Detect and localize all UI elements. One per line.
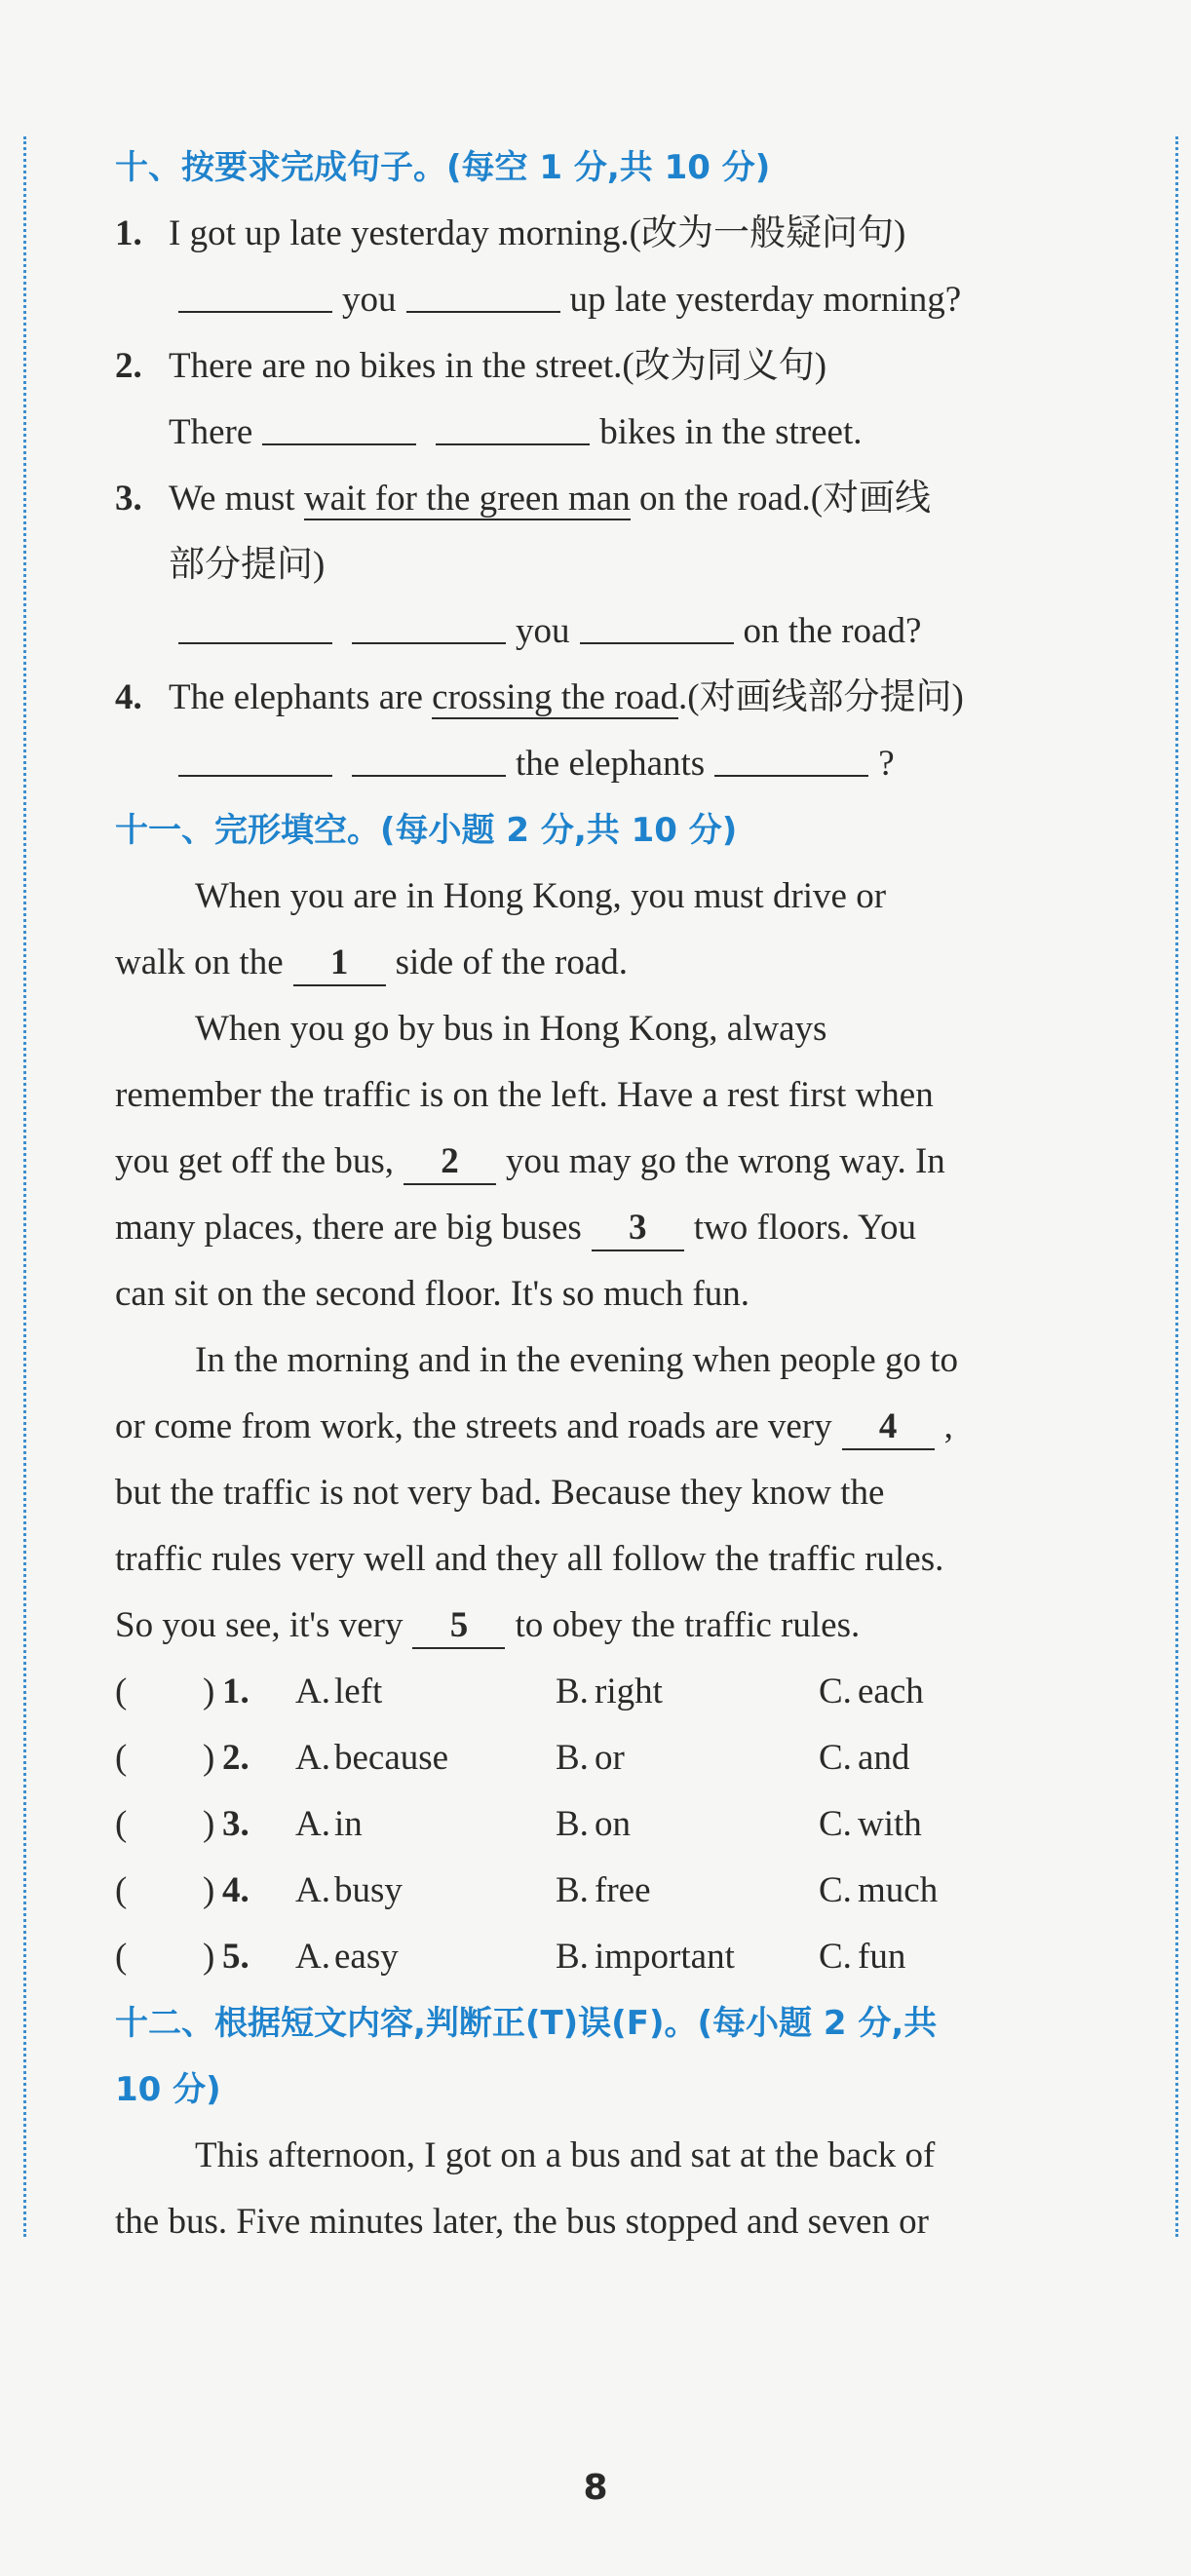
answer-blank[interactable] [178, 268, 332, 313]
q2-answer-start: There [169, 412, 253, 452]
option-text: fun [858, 1937, 906, 1977]
option-b[interactable] [556, 1924, 735, 1990]
option-text: with [858, 1804, 922, 1844]
passage-line [115, 1593, 1090, 1659]
option-letter: C. [819, 1804, 852, 1844]
passage-text: , [943, 1406, 953, 1446]
option-c[interactable] [819, 1725, 909, 1791]
option-letter: C. [819, 1672, 852, 1711]
option-text: right [595, 1672, 663, 1711]
option-text: each [858, 1672, 924, 1711]
option-b[interactable] [556, 1659, 663, 1725]
passage-text: or come from work, the streets and roads are very [115, 1406, 832, 1446]
option-letter: B. [556, 1672, 589, 1711]
section-11-title: 十一、完形填空。(每小题 2 分,共 10 分) [115, 811, 738, 850]
option-number: 2. [222, 1738, 250, 1778]
answer-blank[interactable] [262, 401, 416, 445]
passage-text: to obey the traffic rules. [515, 1605, 861, 1645]
answer-blank[interactable] [352, 732, 506, 777]
q4-text-post: .(对画线部分提问) [677, 677, 964, 717]
option-a[interactable] [295, 1659, 382, 1725]
passage-text: side of the road. [395, 942, 628, 982]
option-letter: B. [556, 1937, 589, 1977]
answer-blank[interactable] [178, 732, 332, 777]
answer-paren-close: ) [203, 1804, 215, 1844]
option-letter: A. [295, 1937, 330, 1977]
option-a[interactable] [295, 1858, 403, 1924]
answer-blank[interactable] [406, 268, 560, 313]
section-12-title-cont: 10 分) [115, 2070, 221, 2109]
answer-paren-open[interactable]: ( [115, 1672, 128, 1711]
option-letter: C. [819, 1870, 852, 1910]
option-number: 4. [222, 1870, 250, 1910]
q3-answer-mid: you [516, 611, 570, 651]
q2-text: There are no bikes in the street.(改为同义句) [169, 346, 827, 386]
q3-prompt [115, 466, 1090, 532]
option-letter: C. [819, 1738, 852, 1778]
cloze-blank-4[interactable]: 4 [842, 1405, 935, 1450]
option-text: busy [334, 1870, 403, 1910]
option-text: left [334, 1672, 383, 1711]
option-c[interactable] [819, 1924, 905, 1990]
option-b[interactable] [556, 1858, 651, 1924]
passage-text: you get off the bus, [115, 1141, 395, 1181]
option-text: much [858, 1870, 939, 1910]
option-b[interactable] [556, 1725, 625, 1791]
q1-number: 1. [115, 213, 142, 253]
passage-line: but the traffic is not very bad. Because they know the [115, 1473, 885, 1513]
passage-text: you may go the wrong way. In [506, 1141, 945, 1181]
q1-answer-line [115, 267, 1090, 333]
option-b[interactable] [556, 1791, 631, 1858]
option-row-2 [115, 1725, 1090, 1791]
option-text: easy [334, 1937, 399, 1977]
passage-line [115, 1129, 1090, 1195]
q1-answer-mid: you [342, 280, 397, 320]
worksheet-content [115, 135, 1090, 2255]
passage-line: When you go by bus in Hong Kong, always [195, 1009, 827, 1049]
passage-text: walk on the [115, 942, 284, 982]
passage-line [115, 1394, 1090, 1460]
section-10-title: 十、按要求完成句子。(每空 1 分,共 10 分) [115, 148, 771, 187]
option-c[interactable] [819, 1858, 938, 1924]
option-letter: A. [295, 1870, 330, 1910]
q3-answer-end: on the road? [743, 611, 922, 651]
option-letter: A. [295, 1804, 330, 1844]
answer-paren-close: ) [203, 1672, 215, 1711]
option-letter: A. [295, 1672, 330, 1711]
left-margin-dots [23, 136, 26, 2237]
passage-line [115, 930, 1090, 996]
passage-line: can sit on the second floor. It's so much fun. [115, 1274, 749, 1314]
option-number: 3. [222, 1804, 250, 1844]
q3-text-pre: We must [169, 479, 295, 519]
option-row-1 [115, 1659, 1090, 1725]
option-a[interactable] [295, 1791, 363, 1858]
q1-prompt [115, 201, 1090, 267]
option-letter: B. [556, 1738, 589, 1778]
passage-line [115, 1195, 1090, 1261]
option-number: 1. [222, 1672, 250, 1711]
answer-paren-close: ) [203, 1738, 215, 1778]
option-text: because [334, 1738, 449, 1778]
answer-blank[interactable] [436, 401, 590, 445]
q4-answer-end: ? [878, 744, 895, 784]
passage-line: This afternoon, I got on a bus and sat at the back of [195, 2135, 936, 2175]
answer-paren-open[interactable]: ( [115, 1870, 128, 1910]
q3-answer-line [115, 598, 1090, 665]
q4-answer-line [115, 731, 1090, 797]
q2-prompt [115, 333, 1090, 400]
passage-line: traffic rules very well and they all follow the traffic rules. [115, 1539, 944, 1579]
q3-number: 3. [115, 479, 142, 519]
passage-text: many places, there are big buses [115, 1208, 582, 1248]
answer-paren-close: ) [203, 1937, 215, 1977]
cloze-blank-2[interactable]: 2 [403, 1140, 496, 1185]
option-letter: C. [819, 1937, 852, 1977]
q2-answer-line [115, 400, 1090, 466]
q3-prompt-cont: 部分提问) [169, 545, 326, 585]
option-text: in [334, 1804, 363, 1844]
passage-line: When you are in Hong Kong, you must drive or [195, 876, 887, 916]
option-row-3 [115, 1791, 1090, 1858]
option-a[interactable] [295, 1924, 399, 1990]
answer-blank[interactable] [580, 599, 734, 644]
passage-text: two floors. You [693, 1208, 916, 1248]
q3-underlined-text: wait for the green man [303, 479, 631, 519]
q2-number: 2. [115, 346, 142, 386]
option-a[interactable] [295, 1725, 448, 1791]
q4-answer-mid: the elephants [516, 744, 706, 784]
q1-answer-end: up late yesterday morning? [569, 280, 962, 320]
option-row-5 [115, 1924, 1090, 1990]
option-text: free [595, 1870, 651, 1910]
cloze-blank-5[interactable]: 5 [412, 1604, 505, 1649]
answer-blank[interactable] [714, 732, 868, 777]
passage-line: the bus. Five minutes later, the bus stopped and seven or [115, 2202, 929, 2242]
answer-paren-open[interactable]: ( [115, 1738, 128, 1778]
option-text: on [595, 1804, 631, 1844]
answer-blank[interactable] [352, 599, 506, 644]
page-number: 8 [583, 2468, 608, 2508]
q1-text: I got up late yesterday morning.(改为一般疑问句) [169, 213, 906, 253]
section-12-title: 十二、根据短文内容,判断正(T)误(F)。(每小题 2 分,共 [115, 2004, 938, 2043]
passage-text: So you see, it's very [115, 1605, 403, 1645]
q3-text-post: on the road.(对画线 [639, 479, 932, 519]
option-c[interactable] [819, 1791, 922, 1858]
passage-line: In the morning and in the evening when people go to [195, 1340, 958, 1380]
q2-answer-end: bikes in the street. [599, 412, 863, 452]
answer-paren-open[interactable]: ( [115, 1804, 128, 1844]
answer-blank[interactable] [178, 599, 332, 644]
answer-paren-open[interactable]: ( [115, 1937, 128, 1977]
q4-text-pre: The elephants are [169, 677, 423, 717]
q4-underlined-text: crossing the road [432, 677, 678, 717]
cloze-blank-1[interactable]: 1 [293, 942, 386, 986]
option-number: 5. [222, 1937, 250, 1977]
option-row-4 [115, 1858, 1090, 1924]
q4-number: 4. [115, 677, 142, 717]
answer-paren-close: ) [203, 1870, 215, 1910]
option-text: and [858, 1738, 910, 1778]
option-c[interactable] [819, 1659, 924, 1725]
option-text: or [595, 1738, 625, 1778]
option-text: important [595, 1937, 735, 1977]
cloze-blank-3[interactable]: 3 [592, 1207, 684, 1251]
passage-line: remember the traffic is on the left. Have a rest first when [115, 1075, 934, 1115]
option-letter: B. [556, 1804, 589, 1844]
q4-prompt [115, 665, 1090, 731]
option-letter: B. [556, 1870, 589, 1910]
option-letter: A. [295, 1738, 330, 1778]
right-margin-dots [1175, 136, 1178, 2237]
